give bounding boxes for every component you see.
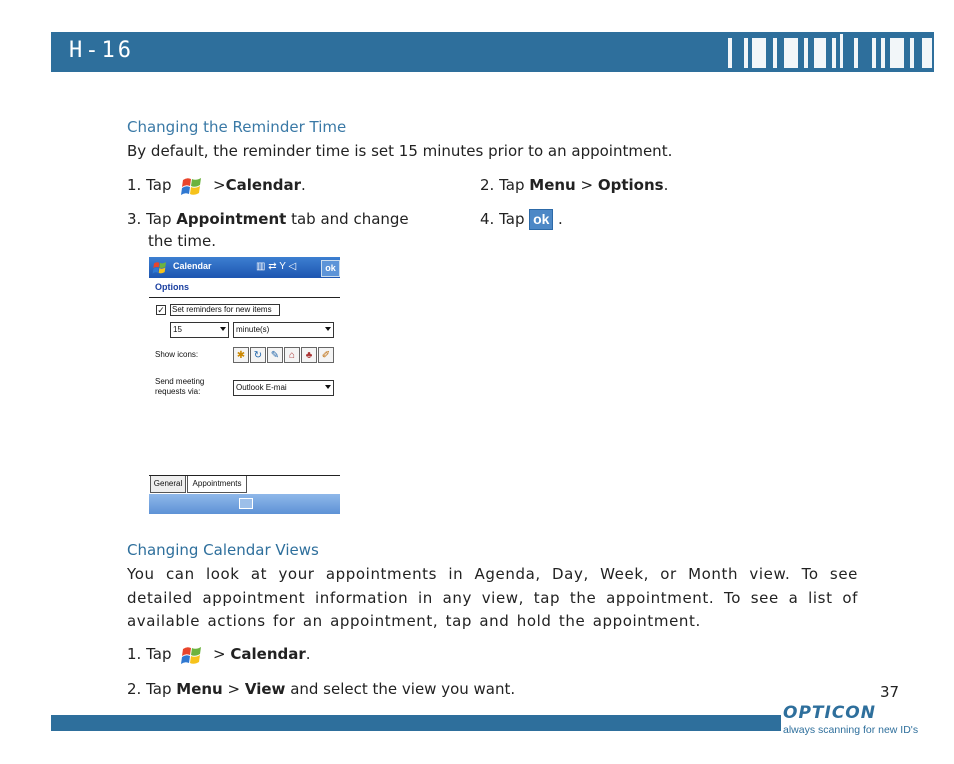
battery-icon: ▥ bbox=[256, 261, 266, 272]
reminder-icon[interactable]: ✱ bbox=[233, 347, 249, 363]
send-meeting-label: Send meeting requests via: bbox=[155, 377, 205, 396]
step-3-line2: the time. bbox=[148, 232, 217, 250]
reminder-unit-select[interactable]: minute(s) bbox=[233, 322, 334, 338]
views-step-1: 1. Tap > Calendar. bbox=[127, 643, 311, 666]
device-start-icon bbox=[152, 260, 168, 275]
options-label: Options bbox=[597, 176, 664, 194]
section-heading-reminder: Changing the Reminder Time bbox=[127, 118, 347, 136]
view-label: View bbox=[244, 680, 286, 698]
page-number: 37 bbox=[880, 683, 900, 701]
device-title: Calendar bbox=[173, 261, 212, 271]
location-icon[interactable]: ✐ bbox=[318, 347, 334, 363]
step-3-appointment-tab: 3. Tap Appointment tab and change bbox=[127, 210, 409, 228]
appointment-label: Appointment bbox=[176, 210, 287, 228]
views-paragraph: You can look at your appointments in Agenda, Day, Week, or Month view. To see detailed appointment information in any view, tap the appointment. To see a list of available actions for an appointment, tap and hold the appointment. bbox=[127, 565, 858, 630]
views-step-2: 2. Tap Menu > View and select the view you want. bbox=[127, 680, 516, 698]
calendar-label: Calendar bbox=[225, 176, 302, 194]
step-2-menu-options: 2. Tap Menu > Options. bbox=[480, 176, 669, 194]
device-screenshot bbox=[149, 257, 340, 514]
chevron-down-icon bbox=[325, 385, 331, 389]
step-1-tap-calendar: 1. Tap >Calendar. bbox=[127, 174, 306, 197]
ok-icon: ok bbox=[529, 209, 553, 230]
show-icons-label: Show icons: bbox=[155, 350, 199, 359]
windows-start-icon bbox=[180, 175, 204, 197]
reminder-intro: By default, the reminder time is set 15 minutes prior to an appointment. bbox=[127, 142, 673, 160]
send-via-select[interactable]: Outlook E-mai bbox=[233, 380, 334, 396]
reminder-amount-select[interactable]: 15 bbox=[170, 322, 229, 338]
menu-label: Menu bbox=[529, 176, 576, 194]
step-number: 1. Tap bbox=[127, 176, 172, 194]
step-4-tap-ok: 4. Tap ok . bbox=[480, 210, 563, 228]
reminder-checkbox-label: Set reminders for new items bbox=[170, 304, 280, 316]
connectivity-icon: ⇄ bbox=[268, 261, 277, 272]
windows-start-icon bbox=[180, 644, 204, 666]
tab-appointments[interactable]: Appointments bbox=[187, 476, 247, 493]
footer-bar bbox=[51, 715, 781, 731]
keyboard-icon[interactable] bbox=[239, 498, 253, 509]
calendar-label: Calendar bbox=[230, 645, 306, 663]
recurring-icon[interactable]: ↻ bbox=[250, 347, 266, 363]
reminder-checkbox[interactable]: ✓ bbox=[157, 305, 165, 315]
show-icons-row bbox=[233, 347, 334, 363]
tab-general[interactable]: General bbox=[150, 476, 186, 493]
menu-label: Menu bbox=[176, 680, 223, 698]
device-options-heading: Options bbox=[155, 282, 189, 292]
section-heading-views: Changing Calendar Views bbox=[127, 541, 319, 559]
note-icon[interactable]: ✎ bbox=[267, 347, 283, 363]
meeting-icon[interactable]: ♣ bbox=[301, 347, 317, 363]
barcode-decoration bbox=[728, 34, 934, 70]
device-status-icons bbox=[256, 261, 296, 272]
chevron-down-icon bbox=[325, 327, 331, 331]
logo-tagline: always scanning for new ID's bbox=[783, 724, 919, 736]
page-title: H-16 bbox=[69, 38, 134, 63]
signal-icon: Y bbox=[279, 261, 286, 272]
private-icon[interactable]: ⌂ bbox=[284, 347, 300, 363]
opticon-logo: OPTICON bbox=[783, 703, 876, 723]
chevron-down-icon bbox=[220, 327, 226, 331]
device-ok-button[interactable]: ok bbox=[321, 260, 340, 277]
divider bbox=[149, 297, 340, 298]
volume-icon: ◁ bbox=[288, 261, 297, 272]
